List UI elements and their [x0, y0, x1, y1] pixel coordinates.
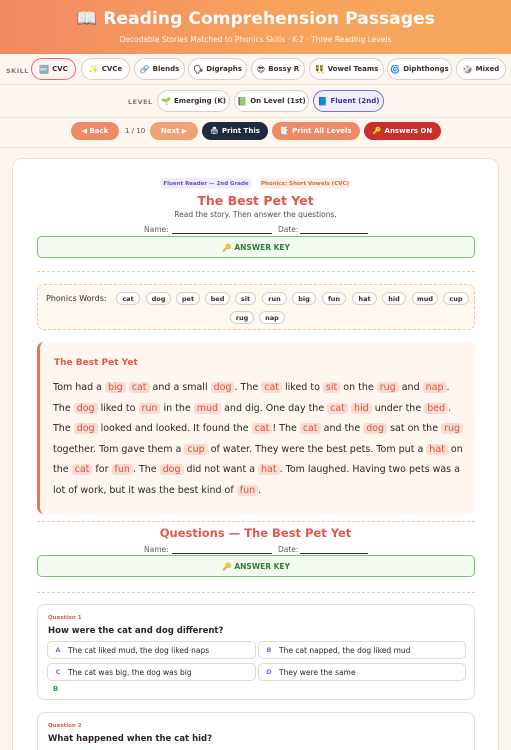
option-letter: D — [266, 668, 272, 676]
question-card — [37, 604, 475, 700]
story-segment: of water. They were the best pets. Tom put a — [207, 443, 427, 455]
highlighted-word: big — [105, 382, 126, 393]
story-segment: liked to — [282, 382, 323, 393]
next-button[interactable]: Next ▶ — [150, 122, 198, 140]
app-title — [0, 9, 511, 29]
speaking-head-icon: 🗣 — [193, 64, 204, 74]
story-segment: Tom had a — [53, 382, 106, 393]
app-title-text: Reading Comprehension Passages — [103, 9, 435, 29]
divider — [0, 147, 511, 148]
highlighted-word: mud — [194, 403, 221, 414]
print-button[interactable] — [202, 122, 268, 140]
phonics-words-label: Phonics Words: — [46, 294, 107, 303]
story-segment: in the — [160, 402, 194, 414]
option-letter: A — [55, 646, 61, 654]
highlighted-word: cat — [261, 382, 282, 393]
story-segment: and a small — [149, 382, 211, 393]
divider — [0, 117, 511, 118]
answer-option-c[interactable] — [47, 663, 256, 681]
phonics-word-chip: bed — [205, 292, 230, 305]
phonics-word-chip: cup — [443, 292, 469, 305]
skill-diphthongs-button[interactable] — [387, 58, 452, 80]
highlighted-word: cat — [327, 403, 348, 414]
highlighted-word: hid — [351, 403, 372, 414]
level-fluent-label: Fluent (2nd) — [330, 97, 380, 105]
answer-key-label: ANSWER KEY — [234, 242, 290, 252]
story-segment: under the — [371, 402, 425, 414]
skill-mixed-label: Mixed — [475, 65, 500, 73]
phonics-word-chip: pet — [176, 292, 200, 305]
answer-option-a[interactable] — [47, 641, 256, 659]
swirl-icon: 🌀 — [390, 64, 401, 74]
green-book-icon: 📗 — [237, 96, 248, 106]
skill-cvce-label: CVCe — [101, 65, 123, 73]
question-text: What happened when the cat hid? — [48, 734, 213, 744]
level-on-level-button[interactable] — [234, 90, 309, 112]
phonics-word-chip: rug — [230, 311, 254, 324]
phonics-word-chip: nap — [259, 311, 285, 324]
option-letter: C — [55, 668, 61, 676]
highlighted-word: cat — [72, 464, 93, 475]
blue-book-icon: 📘 — [317, 96, 328, 106]
sparkle-icon: ✨ — [88, 64, 99, 74]
dashed-divider — [37, 592, 475, 593]
highlighted-word: dog — [160, 464, 184, 475]
passage-title: The Best Pet Yet — [197, 193, 314, 208]
abc-icon: 🔤 — [39, 64, 50, 74]
highlighted-word: sit — [323, 382, 340, 393]
link-icon: 🔗 — [139, 64, 150, 74]
name-blank — [172, 233, 272, 234]
book-icon: 📖 — [76, 9, 98, 29]
question-card — [37, 712, 475, 750]
header-banner — [0, 0, 511, 54]
highlighted-word: rug — [377, 382, 399, 393]
option-text: The cat was big, the dog was big — [68, 667, 192, 677]
phonics-tag: Phonics: Short Vowels (CVC) — [259, 178, 351, 189]
story-segment: . The — [234, 382, 262, 393]
highlighted-word: hat — [258, 464, 280, 475]
print-all-label: Print All Levels — [292, 127, 352, 135]
phonics-word-chip: sit — [235, 292, 256, 305]
skill-vowel-teams-button[interactable] — [309, 58, 384, 80]
print-label: Print This — [221, 127, 260, 135]
dashed-divider — [37, 271, 475, 272]
highlighted-word: run — [139, 403, 161, 414]
level-selector — [0, 90, 511, 114]
date-label: Date: — [278, 545, 299, 554]
story-segment: did not want a — [183, 464, 259, 476]
key-icon: 🔑 — [222, 242, 232, 252]
option-letter: B — [266, 646, 272, 654]
story-segment: and the — [320, 423, 364, 435]
story-segment: on the — [340, 382, 377, 393]
story-segment: ! The — [272, 423, 300, 435]
level-emerging-label: Emerging (K) — [174, 97, 226, 105]
sunglasses-face-icon: 😎 — [256, 64, 266, 74]
printer-icon: 🖨️ — [210, 127, 219, 135]
answer-key-label: ANSWER KEY — [234, 561, 290, 571]
skill-label: SKILL — [6, 67, 29, 75]
level-label: LEVEL — [128, 98, 153, 106]
skill-mixed-button[interactable] — [456, 58, 506, 80]
phonics-word-chip: dog — [146, 292, 171, 305]
app-subtitle: Decodable Stories Matched to Phonics Skills · K-2 · Three Reading Levels — [119, 35, 392, 44]
back-button[interactable]: ◀ Back — [71, 122, 119, 140]
dashed-divider — [37, 521, 475, 522]
key-icon: 🔑 — [372, 127, 382, 135]
highlighted-word: fun — [112, 464, 133, 475]
answer-key-banner — [37, 236, 475, 258]
highlighted-word: dog — [74, 403, 98, 414]
skill-cvc-label: CVC — [52, 65, 68, 73]
phonics-word-chip: mud — [412, 292, 438, 305]
key-icon: 🔑 — [222, 561, 232, 571]
highlighted-word: cup — [184, 444, 207, 455]
page-indicator: 1 / 10 — [125, 127, 146, 135]
story-segment: . — [258, 484, 262, 496]
story-segment: . The — [53, 382, 450, 414]
pages-icon: 📑 — [280, 127, 290, 135]
phonics-word-chip: cat — [116, 292, 140, 305]
level-tag: Fluent Reader — 2nd Grade — [160, 178, 252, 189]
highlighted-word: dog — [74, 423, 98, 434]
phonics-word-chip: hid — [382, 292, 406, 305]
questions-title: Questions — The Best Pet Yet — [159, 526, 352, 540]
story-segment: on the — [53, 443, 463, 476]
story-segment: . The — [53, 402, 452, 435]
option-text: The cat napped, the dog liked mud — [279, 645, 411, 655]
phonics-word-chip: hat — [352, 292, 377, 305]
highlighted-word: cat — [252, 423, 273, 434]
answer-option-d[interactable] — [258, 663, 466, 681]
skill-bossy-r-label: Bossy R — [268, 65, 300, 73]
name-label: Name: — [144, 225, 169, 234]
twins-icon: 👯 — [314, 64, 325, 74]
skill-diphthongs-label: Diphthongs — [403, 65, 449, 73]
story-segment: . The — [132, 464, 160, 476]
story-segment: . Tom laughed. Having two pets was a lot of work, but it was the best kind of — [53, 464, 460, 496]
highlighted-word: dog — [211, 382, 235, 393]
story-title: The Best Pet Yet — [54, 358, 138, 368]
highlighted-word: cat — [129, 382, 150, 393]
phonics-word-chip: fun — [322, 292, 346, 305]
skill-blends-label: Blends — [152, 65, 180, 73]
answer-option-b[interactable] — [258, 641, 466, 659]
phonics-word-chip: big — [292, 292, 316, 305]
answers-toggle-button[interactable] — [364, 122, 441, 140]
date-label: Date: — [278, 225, 299, 234]
highlighted-word: fun — [237, 485, 258, 496]
highlighted-word: hat — [426, 444, 448, 455]
skill-digraphs-label: Digraphs — [206, 65, 242, 73]
level-emerging-button[interactable] — [157, 90, 230, 112]
name-blank — [172, 553, 272, 554]
highlighted-word: cat — [300, 423, 321, 434]
highlighted-word: dog — [363, 423, 387, 434]
highlighted-word: bed — [424, 403, 448, 414]
story-segment: and — [398, 382, 423, 393]
skill-vowel-teams-label: Vowel Teams — [327, 65, 379, 73]
phonics-word-chip: run — [262, 292, 287, 305]
story-segment: looked and looked. It found the — [97, 423, 252, 435]
date-blank — [300, 233, 368, 234]
highlighted-word: nap — [423, 382, 447, 393]
navigation-bar — [0, 122, 511, 142]
phonics-words-box — [37, 284, 475, 330]
skill-bossy-r-button[interactable] — [251, 58, 305, 80]
answers-toggle-label: Answers ON — [384, 127, 433, 135]
option-text: The cat liked mud, the dog liked naps — [68, 645, 210, 655]
dice-icon: 🎲 — [462, 64, 473, 74]
story-segment: for — [92, 464, 112, 476]
instructions: Read the story. Then answer the questions. — [174, 210, 337, 219]
question-number: Question 1 — [48, 615, 82, 621]
story-text — [53, 378, 468, 502]
skill-cvc-button[interactable] — [31, 58, 76, 80]
date-blank — [300, 553, 368, 554]
skill-digraphs-button[interactable] — [188, 58, 247, 80]
level-fluent-button[interactable] — [313, 90, 384, 112]
option-text: They were the same — [279, 667, 356, 677]
story-segment: together. Tom gave them a — [53, 443, 185, 455]
highlighted-word: rug — [441, 423, 463, 434]
divider — [0, 84, 511, 85]
question-text: How were the cat and dog different? — [48, 626, 224, 636]
name-label: Name: — [144, 545, 169, 554]
skill-selector — [0, 58, 511, 82]
skill-cvce-button[interactable] — [81, 58, 130, 80]
story-segment: sat on the — [387, 423, 442, 435]
story-box — [37, 342, 475, 514]
seedling-icon: 🌱 — [161, 96, 171, 106]
story-segment: liked to — [97, 402, 139, 414]
level-on-level-label: On Level (1st) — [250, 97, 306, 105]
print-all-button[interactable] — [272, 122, 360, 140]
story-segment: and dig. One day the — [221, 402, 328, 414]
question-number: Question 2 — [48, 723, 82, 729]
correct-answer: B — [53, 685, 59, 693]
skill-blends-button[interactable] — [134, 58, 185, 80]
answer-key-banner — [37, 555, 475, 577]
